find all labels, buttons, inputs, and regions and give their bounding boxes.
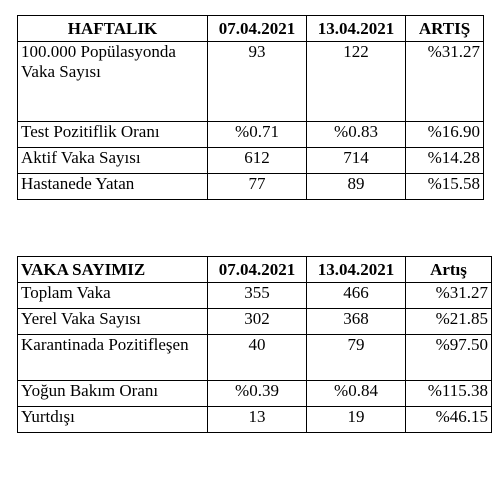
cell-change: %97.50: [406, 335, 492, 381]
header-date-1: 07.04.2021: [208, 16, 307, 42]
header-change: ARTIŞ: [406, 16, 484, 42]
header-title: HAFTALIK: [18, 16, 208, 42]
header-change: Artış: [406, 257, 492, 283]
table-header-row: [18, 16, 484, 42]
table-header-row: [18, 257, 492, 283]
cell-date-2: 122: [307, 42, 406, 122]
cell-change: %46.15: [406, 407, 492, 433]
case-counts-table: [17, 256, 492, 433]
header-date-2: 13.04.2021: [307, 257, 406, 283]
row-label: Karantinada Pozitifleşen: [18, 335, 208, 381]
table-row: [18, 335, 492, 381]
row-label: Aktif Vaka Sayısı: [18, 148, 208, 174]
row-label: Test Pozitiflik Oranı: [18, 122, 208, 148]
cell-date-2: %0.84: [307, 381, 406, 407]
table-row: [18, 309, 492, 335]
cell-date-2: 79: [307, 335, 406, 381]
cell-change: %14.28: [406, 148, 484, 174]
row-label: Toplam Vaka: [18, 283, 208, 309]
cell-date-2: 714: [307, 148, 406, 174]
cell-date-2: 89: [307, 174, 406, 200]
cell-change: %31.27: [406, 283, 492, 309]
table-row: [18, 148, 484, 174]
weekly-stats-table: [17, 15, 484, 200]
cell-date-2: 466: [307, 283, 406, 309]
row-label: Yoğun Bakım Oranı: [18, 381, 208, 407]
row-label: Yurtdışı: [18, 407, 208, 433]
cell-change: %115.38: [406, 381, 492, 407]
cell-date-1: 355: [208, 283, 307, 309]
header-date-1: 07.04.2021: [208, 257, 307, 283]
table-row: [18, 42, 484, 122]
cell-date-2: %0.83: [307, 122, 406, 148]
cell-change: %15.58: [406, 174, 484, 200]
cell-date-1: 40: [208, 335, 307, 381]
cell-date-1: 93: [208, 42, 307, 122]
cell-date-1: 612: [208, 148, 307, 174]
table-row: [18, 283, 492, 309]
cell-date-2: 368: [307, 309, 406, 335]
table-row: [18, 407, 492, 433]
table-row: [18, 122, 484, 148]
cell-date-1: 13: [208, 407, 307, 433]
cell-date-2: 19: [307, 407, 406, 433]
cell-date-1: 77: [208, 174, 307, 200]
cell-date-1: 302: [208, 309, 307, 335]
table-row: [18, 174, 484, 200]
header-date-2: 13.04.2021: [307, 16, 406, 42]
cell-date-1: %0.71: [208, 122, 307, 148]
row-label: Yerel Vaka Sayısı: [18, 309, 208, 335]
header-title: VAKA SAYIMIZ: [18, 257, 208, 283]
cell-date-1: %0.39: [208, 381, 307, 407]
cell-change: %21.85: [406, 309, 492, 335]
cell-change: %31.27: [406, 42, 484, 122]
row-label: Hastanede Yatan: [18, 174, 208, 200]
table-row: [18, 381, 492, 407]
row-label: 100.000 Popülasyonda Vaka Sayısı: [18, 42, 208, 122]
cell-change: %16.90: [406, 122, 484, 148]
